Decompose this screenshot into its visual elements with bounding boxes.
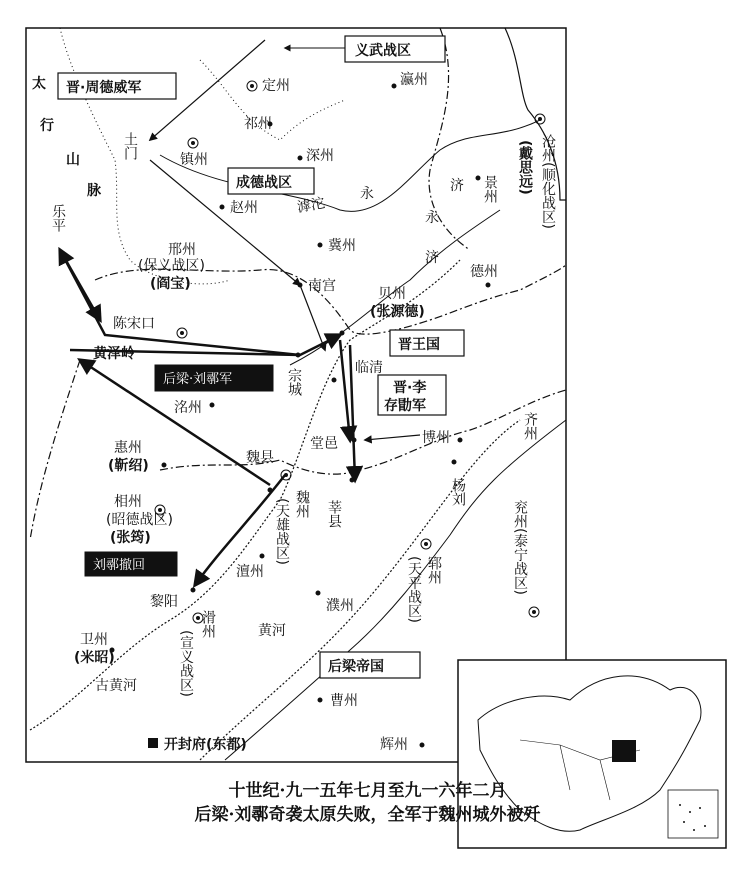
mountain-char-1: 太	[32, 76, 46, 92]
place-qizhou2: 齐州	[522, 412, 538, 440]
place-chensongkou: 陈宋口	[113, 316, 155, 332]
place-xingzhou: 邢州	[168, 242, 196, 258]
army-liu-retreat: 刘鄩撤回	[93, 558, 146, 573]
river-hutuo-label: 滹沱	[295, 195, 327, 216]
arrow-leping-return	[60, 250, 100, 320]
place-jizhou: 冀州	[328, 238, 356, 254]
place-dezhou: 德州	[470, 264, 498, 280]
mountain-char-4: 脉	[87, 183, 101, 199]
place-yingzhou: 瀛州	[400, 72, 428, 88]
mountain-char-2: 行	[40, 118, 54, 134]
river-yong2-label: 永	[425, 210, 439, 226]
place-shenxian: 莘县	[326, 500, 342, 528]
place-yan-bao: (阎宝)	[150, 276, 191, 292]
place-qizhou: 祁州	[244, 116, 272, 132]
boundary-west	[30, 360, 80, 540]
boundary-yiwu	[200, 60, 345, 140]
place-zhenzhou: 镇州	[180, 152, 208, 168]
place-weizhou: 魏州	[294, 490, 310, 518]
place-beizhou: 贝州	[378, 286, 406, 302]
place-zongcheng: 宗城	[286, 368, 302, 396]
place-caozhou: 曹州	[330, 693, 358, 709]
coastline	[505, 28, 566, 200]
place-tianxiong: (天雄战区)	[274, 498, 290, 565]
place-yangliu: 杨刘	[450, 478, 466, 506]
river-ji-label: 济	[450, 178, 464, 194]
place-leping: 乐平	[50, 204, 66, 232]
place-baoyi: (保义战区)	[138, 258, 205, 274]
place-huizhou2: 辉州	[380, 737, 408, 753]
region-chengde: 成德战区	[236, 175, 292, 191]
kaifeng-marker	[148, 738, 158, 748]
place-tianping: (天平战区)	[406, 556, 422, 623]
place-chanzhou: 澶州	[236, 564, 264, 580]
place-bozhou: 博州	[422, 430, 450, 446]
army-jin-li-1: 晋·李	[393, 380, 427, 396]
place-mingzhou: 洺州	[174, 400, 202, 416]
place-huangzeling: 黄泽岭	[93, 346, 135, 362]
place-zhang-yuande: (张源德)	[370, 304, 425, 320]
river-gu-huanghe-label: 古黄河	[95, 678, 137, 694]
arrow-li-to-tangyi	[365, 435, 420, 440]
place-jingzhou: 景州	[482, 175, 498, 203]
place-weizhou2: 卫州	[80, 632, 108, 648]
place-tumen: 土门	[122, 132, 138, 160]
place-xuanyi: (宣义战区)	[178, 630, 194, 697]
place-puzhou: 濮州	[326, 598, 354, 614]
place-dingzhou: 定州	[262, 78, 290, 94]
place-liyang: 黎阳	[150, 594, 178, 610]
place-yanzhou: 兖州(泰宁战区)	[512, 500, 528, 595]
region-jin-kingdom: 晋王国	[398, 337, 440, 353]
river-huanghe-label: 黄河	[258, 623, 286, 639]
arrow-nangong-to-zongcheng	[300, 285, 325, 350]
place-tangyi: 堂邑	[310, 436, 338, 452]
region-houliang: 后梁帝国	[328, 659, 384, 675]
place-zhaozhou: 赵州	[230, 200, 258, 216]
place-yunzhou: 郓州	[426, 556, 442, 584]
place-zhang-yun: (张筠)	[110, 530, 151, 546]
mountain-char-3: 山	[66, 152, 80, 168]
region-yiwu: 义武战区	[355, 43, 411, 59]
caption-line-1: 十世纪·九一五年七月至九一六年二月	[228, 781, 507, 801]
place-zhaode: (昭德战区)	[106, 512, 173, 528]
place-mi-zhao: (米昭)	[74, 650, 115, 666]
army-jin-zhou: 晋·周德威军	[66, 80, 142, 96]
river-ji2-label: 济	[425, 250, 439, 266]
arrow-linqing-tangyi	[340, 340, 350, 440]
place-dai-siyuan: (戴思远)	[517, 140, 533, 195]
place-kaifeng: 开封府(东都)	[164, 737, 247, 753]
place-shenzhou: 深州	[306, 148, 334, 164]
place-linqing: 临清	[355, 360, 383, 376]
place-xiangzhou: 相州	[114, 494, 142, 510]
army-jin-li-2: 存勖军	[384, 398, 426, 414]
place-huizhou: 惠州	[114, 440, 142, 456]
place-xin-shao: (靳绍)	[108, 458, 149, 474]
river-yong-label: 永	[360, 186, 374, 202]
army-liang-liu: 后梁·刘鄩军	[163, 372, 233, 387]
place-weixian: 魏县	[246, 450, 274, 466]
caption-line-2: 后梁·刘鄩奇袭太原失败，全军于魏州城外被歼	[194, 805, 541, 825]
place-nangong: 南宫	[308, 278, 336, 294]
place-huazhou: 滑州	[200, 610, 216, 638]
place-cangzhou: 沧州(顺化战区)	[540, 134, 556, 229]
